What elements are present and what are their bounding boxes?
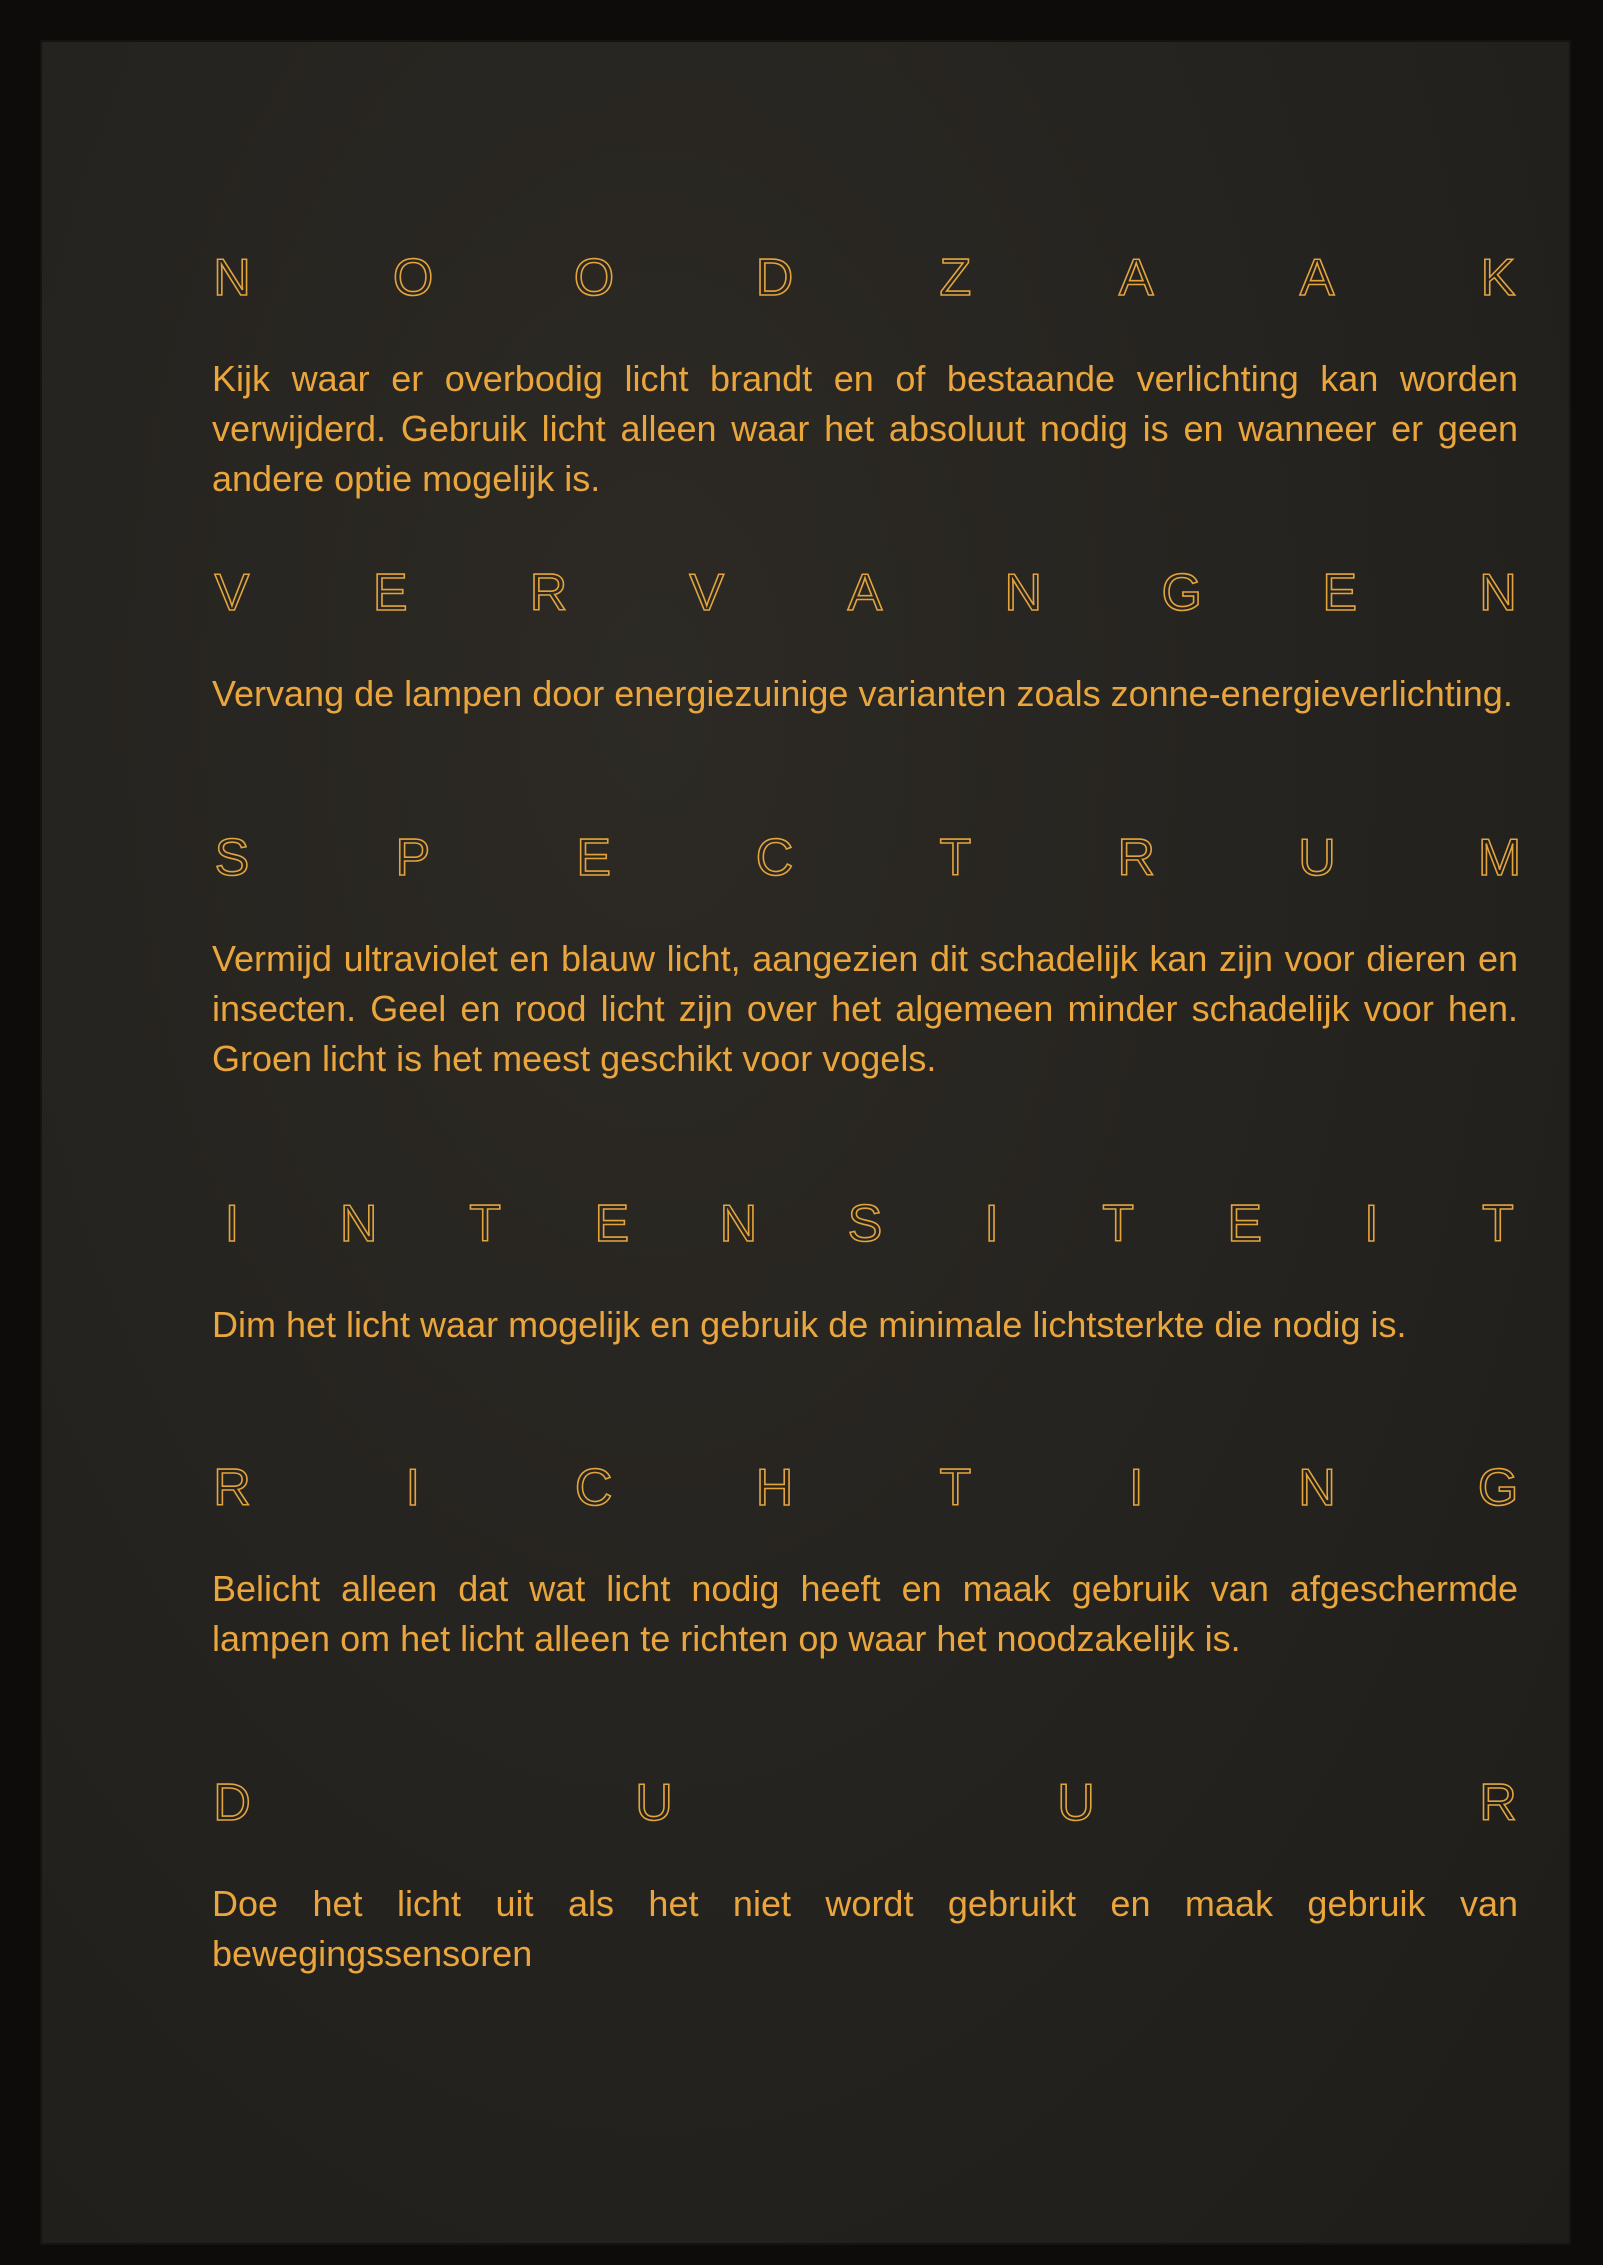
section-text: Belicht alleen dat wat licht nodig heeft en maak gebruik van afgeschermde lampen om het licht alleen te richten op waar het noodzakelijk is. [212, 1568, 1518, 1659]
section-text: Doe het licht uit als het niet wordt gebruikt en maak gebruik van bewegingssensoren [212, 1883, 1518, 1974]
heading-letter: E [372, 564, 408, 622]
heading-letter: M [1477, 829, 1522, 887]
heading-letter: I [984, 1195, 999, 1253]
heading-letter: A [847, 564, 883, 622]
heading-letter: I [224, 1195, 240, 1253]
heading-letter: R [529, 564, 568, 622]
heading-letter: N [213, 249, 251, 307]
heading-letter: E [1227, 1195, 1263, 1253]
heading-letter: D [755, 249, 794, 307]
heading-letter: I [1128, 1459, 1144, 1517]
section-heading [212, 557, 1518, 629]
heading-letter: R [213, 1459, 251, 1517]
heading-letter: U [1057, 1774, 1095, 1832]
heading-letter: R [1479, 1774, 1517, 1832]
section-noodzaak [212, 242, 1518, 504]
heading-letter: C [755, 829, 794, 887]
heading-letter: Z [939, 249, 972, 307]
heading-letter: R [1117, 829, 1155, 887]
heading-letter: S [214, 829, 250, 887]
heading-letter: N [1298, 1459, 1336, 1517]
heading-letter: O [392, 249, 434, 307]
section-heading [212, 822, 1522, 894]
heading-letter: D [213, 1774, 251, 1832]
heading-letter: I [405, 1459, 421, 1517]
heading-letter: T [1482, 1195, 1514, 1253]
heading-letter: T [1102, 1195, 1135, 1253]
section-heading [212, 1452, 1518, 1524]
heading-letter: E [576, 829, 612, 887]
heading-letter: O [573, 249, 615, 307]
heading-letter: U [1298, 829, 1336, 887]
heading-letter: S [847, 1195, 883, 1253]
heading-letter: G [1161, 564, 1202, 622]
heading-letter: G [1477, 1459, 1519, 1517]
heading-letter: T [469, 1195, 502, 1253]
section-intensiteit [212, 1188, 1518, 1350]
section-text: Vermijd ultraviolet en blauw licht, aangezien dit schadelijk kan zijn voor dieren en insecten. Geel en rood licht zijn over het algemeen minder schadelijk voor hen. Groen licht is het meest geschikt voor vogels. [212, 938, 1518, 1079]
section-text: Dim het licht waar mogelijk en gebruik de minimale lichtsterkte die nodig is. [212, 1304, 1407, 1345]
section-text: Vervang de lampen door energiezuinige varianten zoals zonne-energieverlichting. [212, 673, 1513, 714]
heading-letter: K [1480, 249, 1516, 307]
section-text: Kijk waar er overbodig licht brandt en of bestaande verlichting kan worden verwijderd. Gebruik licht alleen waar het absoluut nodig is en wanneer er geen andere optie mogelijk is. [212, 358, 1518, 499]
card [40, 40, 1571, 2245]
heading-letter: V [689, 564, 725, 622]
heading-letter: N [1004, 564, 1043, 622]
section-vervangen [212, 557, 1518, 719]
heading-letter: U [635, 1774, 673, 1832]
heading-letter: P [395, 829, 431, 887]
section-richting [212, 1452, 1518, 1664]
section-duur [212, 1767, 1518, 1979]
section-spectrum [212, 822, 1522, 1084]
heading-letter: T [939, 829, 972, 887]
heading-letter: A [1118, 249, 1154, 307]
heading-letter: N [1479, 564, 1517, 622]
heading-letter: T [939, 1459, 972, 1517]
section-heading [212, 1767, 1518, 1839]
section-heading [212, 1188, 1518, 1260]
heading-letter: E [594, 1195, 630, 1253]
section-heading [212, 242, 1518, 314]
heading-letter: V [214, 564, 250, 622]
heading-letter: E [1322, 564, 1358, 622]
heading-letter: I [1364, 1195, 1379, 1253]
heading-letter: A [1299, 249, 1335, 307]
heading-letter: H [755, 1459, 794, 1517]
heading-letter: C [574, 1459, 613, 1517]
heading-letter: N [719, 1195, 758, 1253]
heading-letter: N [339, 1195, 378, 1253]
